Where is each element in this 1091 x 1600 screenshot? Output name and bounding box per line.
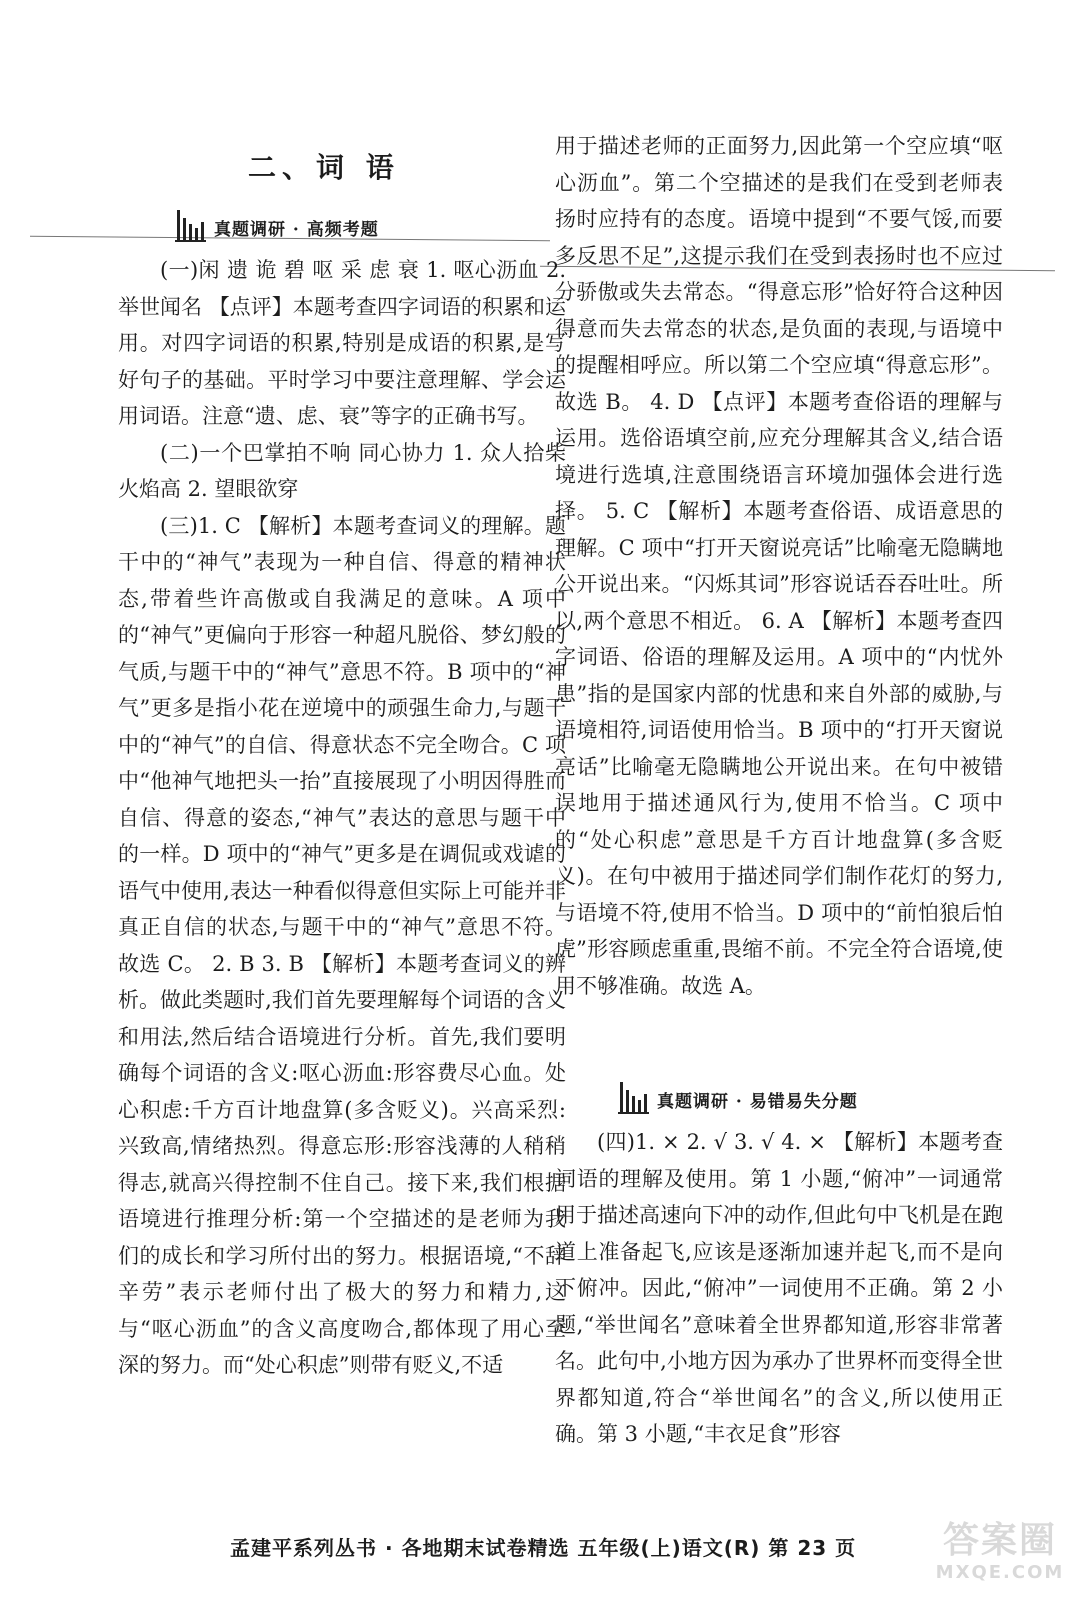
left-column xyxy=(118,252,566,1384)
paragraph: (二)一个巴掌拍不响 同心协力 1. 众人拾柴火焰高 2. 望眼欲穿 xyxy=(118,440,566,501)
banner-error-prone xyxy=(618,1076,858,1114)
watermark-text: 答案圈 xyxy=(942,1520,1057,1561)
right-column xyxy=(555,128,1003,1004)
section-title: 二、词 语 xyxy=(248,151,400,184)
page-footer: 孟建平系列丛书 · 各地期末试卷精选 五年级(上)语文(R) 第 23 页 xyxy=(230,1536,857,1560)
watermark-logo xyxy=(925,1520,1075,1590)
bar-chart-icon xyxy=(618,1078,649,1114)
paragraph: (四)1. × 2. √ 3. √ 4. × 【解析】本题考查词语的理解及使用。第 1 小题,“俯冲”一词通常用于描述高速向下冲的动作,但此句中飞机是在跑道上准备起飞,应该是逐渐加速并起飞,而不是向下俯冲。因此,“俯冲”一词使用不正确。第 2 小题,“举世闻名”意味着全世界都知道,形容非常著名。此句中,小地方因为承办了世界杯而变得全世界都知道,符合“举世闻名”的含义,所以使用正确。第 3 小题,“丰衣足食”形容 xyxy=(555,1130,1003,1446)
banner-label: 真题调研 · 易错易失分题 xyxy=(657,1092,858,1112)
banner-high-frequency xyxy=(175,204,379,242)
right-column-lower xyxy=(555,1124,1003,1453)
banner-label: 真题调研 · 高频考题 xyxy=(214,220,379,240)
watermark-url: MXQE.COM xyxy=(935,1562,1065,1583)
paragraph: (三)1. C 【解析】本题考查词义的理解。题干中的“神气”表现为一种自信、得意的精神状态,带着些许高傲或自我满足的意味。A 项中的“神气”更偏向于形容一种超凡脱俗、梦幻般的气质,与题干中的“神气”意思不符。B 项中的“神气”更多是指小花在逆境中的顽强生命力,与题干中的“神气”的自信、得意状态不完全吻合。C 项中“他神气地把头一抬”直接展现了小明因得胜而自信、得意的姿态,“神气”表达的意思与题干中的一样。D 项中的“神气”更多是在调侃或戏谑的语气中使用,表达一种看似得意但实际上可能并非真正自信的状态,与题干中的“神气”意思不符。故选 C。 2. B 3. B 【解析】本题考查词义的辨析。做此类题时,我们首先要理解每个词语的含义和用法,然后结合语境进行分析。首先,我们要明确每个词语的含义:呕心沥血:形容费尽心血。处心积虑:千方百计地盘算(多含贬义)。兴高采烈:兴致高,情绪热烈。得意忘形:形容浅薄的人稍稍得志,就高兴得控制不住自己。接下来,我们根据语境进行推理分析:第一个空描述的是老师为我们的成长和学习所付出的努力。根据语境,“不辞辛劳”表示老师付出了极大的努力和精力,这与“呕心沥血”的含义高度吻合,都体现了用心至深的努力。而“处心积虑”则带有贬义,不适 xyxy=(118,513,566,1377)
bar-chart-icon xyxy=(175,206,206,242)
paragraph: (一)闲 遗 诡 碧 呕 采 虑 衰 1. 呕心沥血 2. 举世闻名 【点评】本题考查四字词语的积累和运用。对四字词语的积累,特别是成语的积累,是写好句子的基础。平时学习中要注意理解、学会运用词语。注意“遗、虑、衰”等字的正确书写。 xyxy=(118,258,566,428)
paragraph: 用于描述老师的正面努力,因此第一个空应填“呕心沥血”。第二个空描述的是我们在受到老师表扬时应持有的态度。语境中提到“不要气馁,而要多反思不足”,这提示我们在受到表扬时也不应过分骄傲或失去常态。“得意忘形”恰好符合这种因得意而失去常态的状态,是负面的表现,与语境中的提醒相呼应。所以第二个空应填“得意忘形”。故选 B。 4. D 【点评】本题考查俗语的理解与运用。选俗语填空前,应充分理解其含义,结合语境进行选填,注意围绕语言环境加强体会进行选择。 5. C 【解析】本题考查俗语、成语意思的理解。C 项中“打开天窗说亮话”比喻毫无隐瞒地公开说出来。“闪烁其词”形容说话吞吞吐吐。所以,两个意思不相近。 6. A 【解析】本题考查四字词语、俗语的理解及运用。A 项中的“内忧外患”指的是国家内部的忧患和来自外部的威胁,与语境相符,词语使用恰当。B 项中的“打开天窗说亮话”比喻毫无隐瞒地公开说出来。在句中被错误地用于描述通风行为,使用不恰当。C 项中的“处心积虑”意思是千方百计地盘算(多含贬义)。在句中被用于描述同学们制作花灯的努力,与语境不符,使用不恰当。D 项中的“前怕狼后怕虎”形容顾虑重重,畏缩不前。不完全符合语境,使用不够准确。故选 A。 xyxy=(555,134,1003,998)
